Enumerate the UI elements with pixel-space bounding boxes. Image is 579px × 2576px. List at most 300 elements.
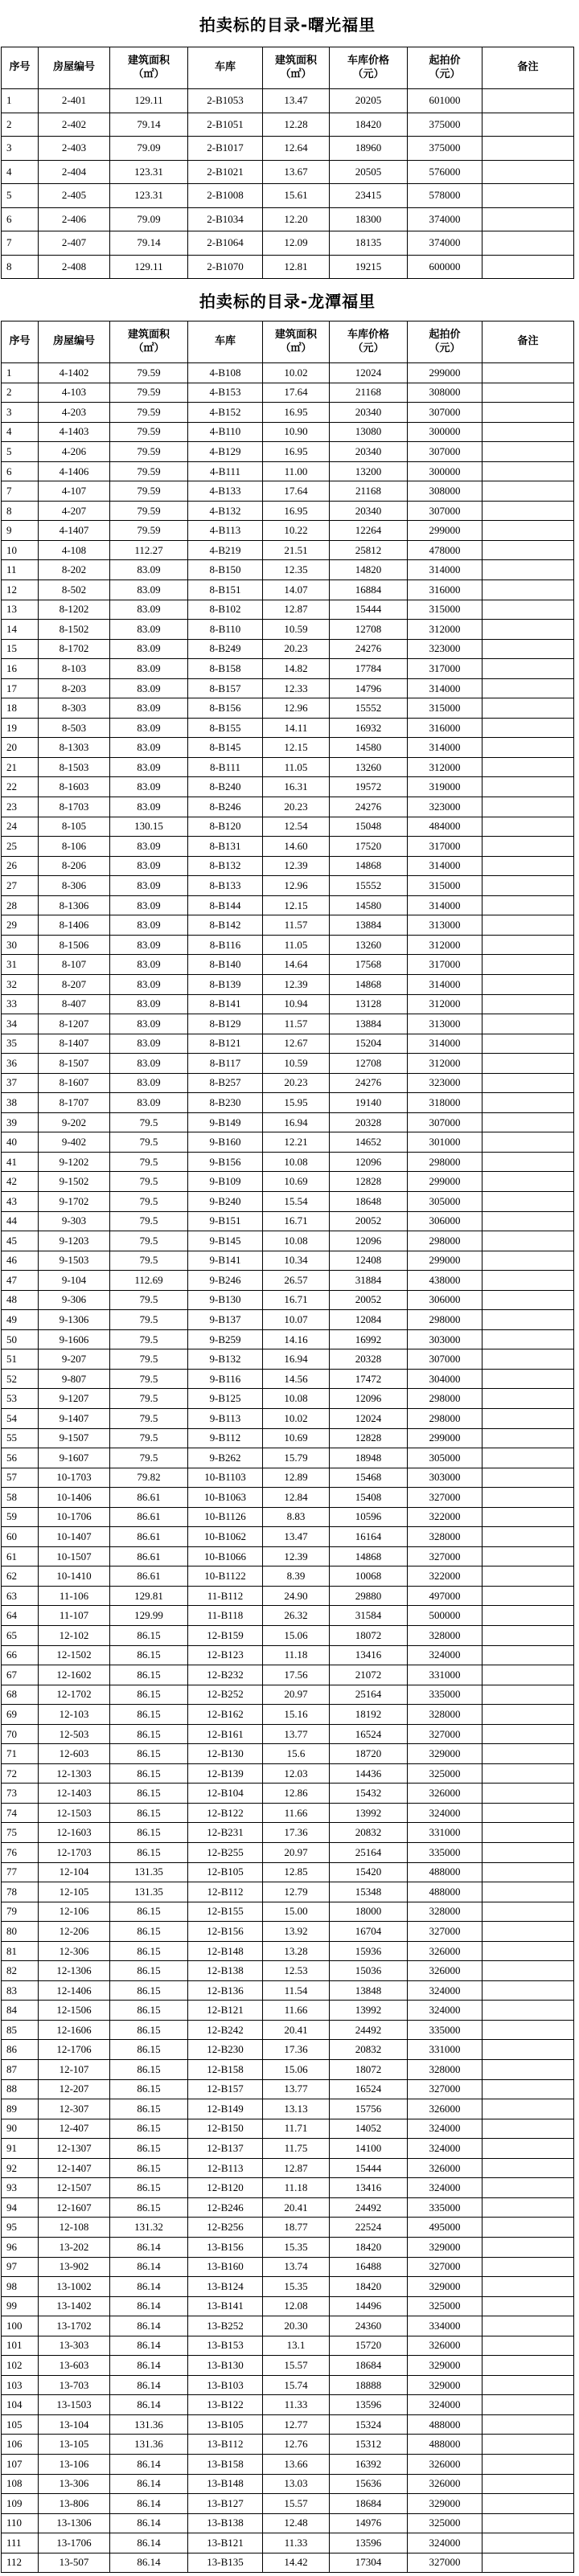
cell-starting-price: 324000 — [408, 2395, 482, 2415]
cell-seq: 32 — [2, 975, 39, 995]
cell-starting-price: 307000 — [408, 403, 482, 423]
cell-garage-price: 14580 — [330, 738, 408, 758]
cell-seq: 85 — [2, 2021, 39, 2041]
cell-garage-price: 18720 — [330, 1744, 408, 1764]
cell-garage-price: 16488 — [330, 2258, 408, 2278]
cell-garage-price: 13416 — [330, 2178, 408, 2198]
cell-remark — [482, 1843, 574, 1863]
cell-starting-price: 601000 — [408, 89, 482, 113]
cell-garage-area: 12.33 — [263, 679, 330, 699]
cell-seq: 87 — [2, 2060, 39, 2080]
cell-garage-no: 8-B230 — [188, 1093, 263, 1113]
cell-house-area: 86.14 — [110, 2455, 188, 2475]
cell-garage-price: 14820 — [330, 560, 408, 580]
cell-garage-area: 12.87 — [263, 2159, 330, 2179]
cell-seq: 74 — [2, 1804, 39, 1824]
cell-house-area: 83.09 — [110, 659, 188, 679]
cell-garage-area: 17.64 — [263, 481, 330, 502]
cell-starting-price: 305000 — [408, 1192, 482, 1212]
cell-remark — [482, 1823, 574, 1843]
cell-house-area: 131.36 — [110, 2435, 188, 2455]
cell-house-no: 9-306 — [39, 1291, 110, 1311]
table-row — [1, 1192, 574, 1212]
cell-garage-area: 11.66 — [263, 1804, 330, 1824]
table-row — [1, 1942, 574, 1962]
cell-house-no: 12-1703 — [39, 1843, 110, 1863]
column-header-label: 起拍价 — [429, 329, 461, 342]
cell-house-area: 86.15 — [110, 2021, 188, 2041]
column-header-label: （㎡） — [133, 68, 165, 80]
cell-starting-price: 328000 — [408, 1902, 482, 1923]
cell-seq: 1 — [2, 89, 39, 113]
cell-garage-price: 25812 — [330, 541, 408, 561]
cell-garage-price: 15204 — [330, 1034, 408, 1055]
cell-garage-no: 12-B252 — [188, 1685, 263, 1706]
cell-house-area: 83.09 — [110, 580, 188, 600]
cell-garage-area: 12.03 — [263, 1764, 330, 1784]
table-row — [1, 1725, 574, 1745]
cell-house-no: 13-1702 — [39, 2316, 110, 2336]
cell-starting-price: 329000 — [408, 2277, 482, 2297]
cell-garage-no: 10-B1066 — [188, 1547, 263, 1567]
cell-remark — [482, 1113, 574, 1133]
cell-garage-area: 12.84 — [263, 1488, 330, 1508]
cell-garage-price: 25164 — [330, 1843, 408, 1863]
cell-seq: 27 — [2, 876, 39, 896]
column-header-label: 序号 — [9, 61, 31, 74]
cell-garage-no: 8-B156 — [188, 698, 263, 719]
cell-starting-price: 300000 — [408, 423, 482, 443]
cell-garage-area: 12.54 — [263, 817, 330, 838]
cell-house-no: 12-306 — [39, 1942, 110, 1962]
column-header-label: 房屋编号 — [52, 335, 95, 348]
cell-house-no: 8-1607 — [39, 1074, 110, 1094]
column-header-label: （元） — [352, 68, 384, 80]
cell-starting-price: 314000 — [408, 857, 482, 877]
cell-starting-price: 316000 — [408, 719, 482, 739]
cell-garage-no: 9-B149 — [188, 1113, 263, 1133]
cell-starting-price: 303000 — [408, 1330, 482, 1350]
cell-remark — [482, 1448, 574, 1468]
table-row — [1, 1843, 574, 1863]
cell-house-no: 12-1403 — [39, 1784, 110, 1804]
cell-starting-price: 331000 — [408, 1823, 482, 1843]
cell-remark — [482, 2514, 574, 2534]
section-title: 拍卖标的目录-龙潭福里 — [199, 291, 376, 311]
cell-seq: 7 — [2, 231, 39, 256]
cell-garage-no: 12-B156 — [188, 1922, 263, 1942]
cell-remark — [482, 1192, 574, 1212]
cell-house-area: 83.09 — [110, 560, 188, 580]
cell-garage-area: 16.71 — [263, 1212, 330, 1232]
cell-starting-price: 374000 — [408, 208, 482, 232]
table-header-row — [1, 47, 574, 89]
cell-garage-price: 19215 — [330, 256, 408, 280]
cell-garage-price: 13596 — [330, 2533, 408, 2553]
cell-starting-price: 488000 — [408, 1882, 482, 1902]
cell-starting-price: 315000 — [408, 600, 482, 620]
table-row — [1, 1093, 574, 1113]
cell-starting-price: 317000 — [408, 955, 482, 975]
cell-garage-no: 10-B1126 — [188, 1508, 263, 1528]
cell-starting-price: 299000 — [408, 1172, 482, 1192]
cell-starting-price: 600000 — [408, 256, 482, 280]
column-header-house-area — [110, 47, 188, 89]
table-row — [1, 738, 574, 758]
cell-house-area: 79.14 — [110, 231, 188, 256]
cell-remark — [482, 1034, 574, 1055]
cell-garage-no: 8-B120 — [188, 817, 263, 838]
cell-starting-price: 326000 — [408, 2099, 482, 2119]
cell-remark — [482, 2238, 574, 2258]
cell-garage-area: 14.16 — [263, 1330, 330, 1350]
cell-garage-no: 13-B135 — [188, 2553, 263, 2574]
cell-garage-price: 14496 — [330, 2297, 408, 2317]
cell-remark — [482, 580, 574, 600]
cell-seq: 9 — [2, 521, 39, 541]
cell-garage-no: 8-B249 — [188, 640, 263, 660]
cell-garage-price: 12828 — [330, 1172, 408, 1192]
cell-garage-price: 16164 — [330, 1527, 408, 1547]
cell-remark — [482, 1330, 574, 1350]
cell-garage-no: 9-B240 — [188, 1192, 263, 1212]
column-header-label: 车库 — [214, 335, 236, 348]
cell-garage-no: 12-B113 — [188, 2159, 263, 2179]
cell-house-area: 79.59 — [110, 363, 188, 383]
table-row — [1, 2139, 574, 2159]
cell-house-no: 10-1706 — [39, 1508, 110, 1528]
cell-garage-no: 9-B259 — [188, 1330, 263, 1350]
cell-remark — [482, 698, 574, 719]
cell-seq: 23 — [2, 797, 39, 817]
cell-house-no: 12-1506 — [39, 2001, 110, 2021]
cell-house-no: 2-404 — [39, 161, 110, 185]
cell-garage-area: 11.18 — [263, 1646, 330, 1666]
cell-house-no: 8-1306 — [39, 896, 110, 916]
cell-garage-area: 13.74 — [263, 2258, 330, 2278]
cell-garage-no: 12-B158 — [188, 2060, 263, 2080]
cell-seq: 20 — [2, 738, 39, 758]
cell-house-area: 131.32 — [110, 2218, 188, 2238]
cell-garage-price: 18000 — [330, 1902, 408, 1923]
cell-garage-price: 20052 — [330, 1212, 408, 1232]
cell-seq: 17 — [2, 679, 39, 699]
cell-starting-price: 327000 — [408, 1922, 482, 1942]
cell-seq: 81 — [2, 1942, 39, 1962]
cell-seq: 47 — [2, 1271, 39, 1291]
cell-seq: 55 — [2, 1429, 39, 1449]
cell-remark — [482, 1961, 574, 1981]
cell-house-no: 12-107 — [39, 2060, 110, 2080]
table-row — [1, 640, 574, 660]
cell-remark — [482, 2178, 574, 2198]
cell-house-area: 112.69 — [110, 1271, 188, 1291]
cell-garage-area: 15.16 — [263, 1705, 330, 1725]
cell-garage-no: 13-B156 — [188, 2238, 263, 2258]
cell-remark — [482, 2356, 574, 2376]
cell-garage-area: 16.31 — [263, 777, 330, 797]
cell-house-area: 86.15 — [110, 2080, 188, 2100]
cell-seq: 69 — [2, 1705, 39, 1725]
table-row — [1, 995, 574, 1015]
cell-house-no: 12-102 — [39, 1626, 110, 1646]
cell-starting-price: 374000 — [408, 231, 482, 256]
table-row — [1, 1961, 574, 1981]
cell-garage-price: 20340 — [330, 442, 408, 462]
cell-garage-no: 8-B116 — [188, 936, 263, 956]
table-row — [1, 580, 574, 600]
cell-seq: 91 — [2, 2139, 39, 2159]
table-row — [1, 1882, 574, 1902]
table-row — [1, 2040, 574, 2060]
cell-starting-price: 306000 — [408, 1291, 482, 1311]
table-row — [1, 1547, 574, 1567]
cell-house-area: 79.5 — [110, 1212, 188, 1232]
cell-garage-price: 15756 — [330, 2099, 408, 2119]
cell-starting-price: 497000 — [408, 1587, 482, 1607]
cell-remark — [482, 896, 574, 916]
cell-garage-price: 15444 — [330, 600, 408, 620]
cell-garage-price: 12264 — [330, 521, 408, 541]
cell-house-area: 86.15 — [110, 1942, 188, 1962]
cell-seq: 7 — [2, 481, 39, 502]
cell-seq: 4 — [2, 161, 39, 185]
column-header-label: （㎡） — [280, 342, 312, 354]
cell-starting-price: 298000 — [408, 1310, 482, 1330]
cell-house-no: 10-1410 — [39, 1566, 110, 1587]
cell-garage-no: 4-B133 — [188, 481, 263, 502]
cell-garage-no: 4-B153 — [188, 383, 263, 403]
cell-house-area: 83.09 — [110, 758, 188, 778]
table-row — [1, 2021, 574, 2041]
cell-house-area: 86.15 — [110, 2001, 188, 2021]
cell-house-no: 9-402 — [39, 1132, 110, 1153]
cell-remark — [482, 1310, 574, 1330]
cell-garage-price: 14796 — [330, 679, 408, 699]
cell-remark — [482, 1566, 574, 1587]
cell-remark — [482, 640, 574, 660]
cell-seq: 49 — [2, 1310, 39, 1330]
cell-seq: 110 — [2, 2514, 39, 2534]
table-row — [1, 2533, 574, 2553]
cell-seq: 41 — [2, 1153, 39, 1173]
cell-house-no: 4-207 — [39, 502, 110, 522]
cell-garage-no: 12-B105 — [188, 1863, 263, 1883]
cell-garage-no: 12-B148 — [188, 1942, 263, 1962]
cell-garage-area: 12.87 — [263, 600, 330, 620]
cell-garage-price: 14868 — [330, 1547, 408, 1567]
cell-garage-no: 8-B110 — [188, 620, 263, 640]
cell-garage-area: 11.66 — [263, 2001, 330, 2021]
table-row — [1, 208, 574, 232]
cell-starting-price: 375000 — [408, 137, 482, 161]
cell-garage-no: 9-B145 — [188, 1231, 263, 1251]
table-row — [1, 1804, 574, 1824]
cell-house-area: 79.09 — [110, 208, 188, 232]
cell-garage-price: 13200 — [330, 462, 408, 482]
cell-remark — [482, 1409, 574, 1429]
cell-house-area: 86.15 — [110, 1823, 188, 1843]
cell-house-no: 13-1306 — [39, 2514, 110, 2534]
cell-starting-price: 335000 — [408, 1843, 482, 1863]
cell-garage-area: 15.57 — [263, 2356, 330, 2376]
cell-house-no: 9-104 — [39, 1271, 110, 1291]
cell-seq: 105 — [2, 2415, 39, 2435]
cell-remark — [482, 1212, 574, 1232]
cell-seq: 90 — [2, 2119, 39, 2140]
cell-garage-area: 10.08 — [263, 1153, 330, 1173]
cell-seq: 35 — [2, 1034, 39, 1055]
cell-garage-area: 13.1 — [263, 2336, 330, 2357]
cell-remark — [482, 462, 574, 482]
cell-garage-price: 20328 — [330, 1349, 408, 1370]
cell-garage-area: 12.28 — [263, 113, 330, 137]
cell-seq: 12 — [2, 580, 39, 600]
table-row — [1, 837, 574, 857]
cell-house-no: 12-1303 — [39, 1764, 110, 1784]
cell-garage-no: 12-B232 — [188, 1665, 263, 1685]
cell-starting-price: 328000 — [408, 1527, 482, 1547]
cell-garage-area: 12.39 — [263, 1547, 330, 1567]
cell-garage-area: 16.94 — [263, 1113, 330, 1133]
table-row — [1, 2159, 574, 2179]
cell-house-no: 13-603 — [39, 2356, 110, 2376]
cell-garage-no: 8-B132 — [188, 857, 263, 877]
cell-seq: 8 — [2, 256, 39, 280]
cell-house-area: 83.09 — [110, 837, 188, 857]
cell-house-area: 83.09 — [110, 995, 188, 1015]
cell-garage-area: 10.02 — [263, 1409, 330, 1429]
cell-garage-area: 12.77 — [263, 2415, 330, 2435]
cell-garage-price: 14868 — [330, 857, 408, 877]
cell-house-no: 12-1307 — [39, 2139, 110, 2159]
cell-garage-price: 13992 — [330, 2001, 408, 2021]
cell-house-area: 86.14 — [110, 2238, 188, 2258]
cell-house-no: 9-202 — [39, 1113, 110, 1133]
cell-garage-price: 14052 — [330, 2119, 408, 2140]
cell-garage-price: 18960 — [330, 137, 408, 161]
cell-garage-area: 17.36 — [263, 2040, 330, 2060]
cell-house-no: 10-1406 — [39, 1488, 110, 1508]
cell-garage-price: 16704 — [330, 1922, 408, 1942]
cell-garage-price: 12096 — [330, 1389, 408, 1409]
cell-seq: 106 — [2, 2435, 39, 2455]
cell-garage-area: 12.39 — [263, 975, 330, 995]
cell-seq: 16 — [2, 659, 39, 679]
cell-starting-price: 299000 — [408, 1429, 482, 1449]
table-row — [1, 113, 574, 137]
table-row — [1, 1922, 574, 1942]
cell-garage-no: 8-B150 — [188, 560, 263, 580]
cell-house-area: 86.61 — [110, 1547, 188, 1567]
cell-garage-no: 12-B246 — [188, 2198, 263, 2218]
cell-garage-no: 8-B151 — [188, 580, 263, 600]
cell-house-no: 2-401 — [39, 89, 110, 113]
cell-garage-no: 12-B149 — [188, 2099, 263, 2119]
cell-seq: 108 — [2, 2475, 39, 2495]
table-row — [1, 2080, 574, 2100]
cell-garage-price: 17568 — [330, 955, 408, 975]
cell-house-no: 13-1706 — [39, 2533, 110, 2553]
cell-garage-area: 13.92 — [263, 1922, 330, 1942]
cell-garage-no: 12-B136 — [188, 1981, 263, 2001]
table-row — [1, 2415, 574, 2435]
cell-garage-area: 13.13 — [263, 2099, 330, 2119]
table-body — [1, 89, 574, 279]
cell-house-no: 12-1507 — [39, 2178, 110, 2198]
cell-starting-price: 326000 — [408, 1784, 482, 1804]
cell-garage-area: 20.23 — [263, 797, 330, 817]
cell-garage-price: 13884 — [330, 1014, 408, 1034]
cell-garage-price: 31884 — [330, 1271, 408, 1291]
cell-house-no: 12-106 — [39, 1902, 110, 1923]
cell-house-no: 2-406 — [39, 208, 110, 232]
cell-garage-area: 12.21 — [263, 1132, 330, 1153]
cell-garage-price: 18420 — [330, 2277, 408, 2297]
cell-garage-no: 4-B113 — [188, 521, 263, 541]
cell-garage-price: 13848 — [330, 1981, 408, 2001]
cell-house-no: 12-503 — [39, 1725, 110, 1745]
cell-house-area: 86.14 — [110, 2533, 188, 2553]
table-row — [1, 936, 574, 956]
cell-house-area: 79.59 — [110, 502, 188, 522]
cell-house-area: 79.14 — [110, 113, 188, 137]
cell-house-no: 8-1603 — [39, 777, 110, 797]
cell-garage-price: 20340 — [330, 403, 408, 423]
cell-remark — [482, 1705, 574, 1725]
cell-garage-no: 4-B110 — [188, 423, 263, 443]
cell-seq: 26 — [2, 857, 39, 877]
cell-garage-area: 10.59 — [263, 1054, 330, 1074]
column-header-house-area — [110, 321, 188, 363]
cell-house-no: 13-703 — [39, 2376, 110, 2396]
cell-garage-area: 10.34 — [263, 1251, 330, 1272]
cell-starting-price: 326000 — [408, 2336, 482, 2357]
cell-seq: 103 — [2, 2376, 39, 2396]
table-row — [1, 1310, 574, 1330]
cell-house-area: 86.15 — [110, 1922, 188, 1942]
cell-house-area: 83.09 — [110, 1054, 188, 1074]
cell-house-no: 2-403 — [39, 137, 110, 161]
cell-starting-price: 314000 — [408, 560, 482, 580]
cell-house-area: 83.09 — [110, 797, 188, 817]
cell-remark — [482, 1863, 574, 1883]
cell-house-area: 86.14 — [110, 2336, 188, 2357]
cell-starting-price: 323000 — [408, 640, 482, 660]
cell-house-area: 86.15 — [110, 2099, 188, 2119]
cell-starting-price: 308000 — [408, 481, 482, 502]
cell-garage-no: 12-B150 — [188, 2119, 263, 2140]
cell-seq: 54 — [2, 1409, 39, 1429]
cell-garage-area: 15.35 — [263, 2238, 330, 2258]
cell-seq: 80 — [2, 1922, 39, 1942]
cell-remark — [482, 184, 574, 208]
cell-garage-area: 20.97 — [263, 1843, 330, 1863]
cell-starting-price: 325000 — [408, 2514, 482, 2534]
cell-remark — [482, 2040, 574, 2060]
cell-seq: 8 — [2, 502, 39, 522]
cell-seq: 77 — [2, 1863, 39, 1883]
cell-house-no: 4-1402 — [39, 363, 110, 383]
table-row — [1, 2060, 574, 2080]
table-row — [1, 2435, 574, 2455]
cell-remark — [482, 1291, 574, 1311]
cell-house-no: 8-1506 — [39, 936, 110, 956]
cell-remark — [482, 1429, 574, 1449]
cell-garage-area: 11.57 — [263, 915, 330, 936]
cell-house-area: 83.09 — [110, 640, 188, 660]
cell-house-area: 83.09 — [110, 857, 188, 877]
